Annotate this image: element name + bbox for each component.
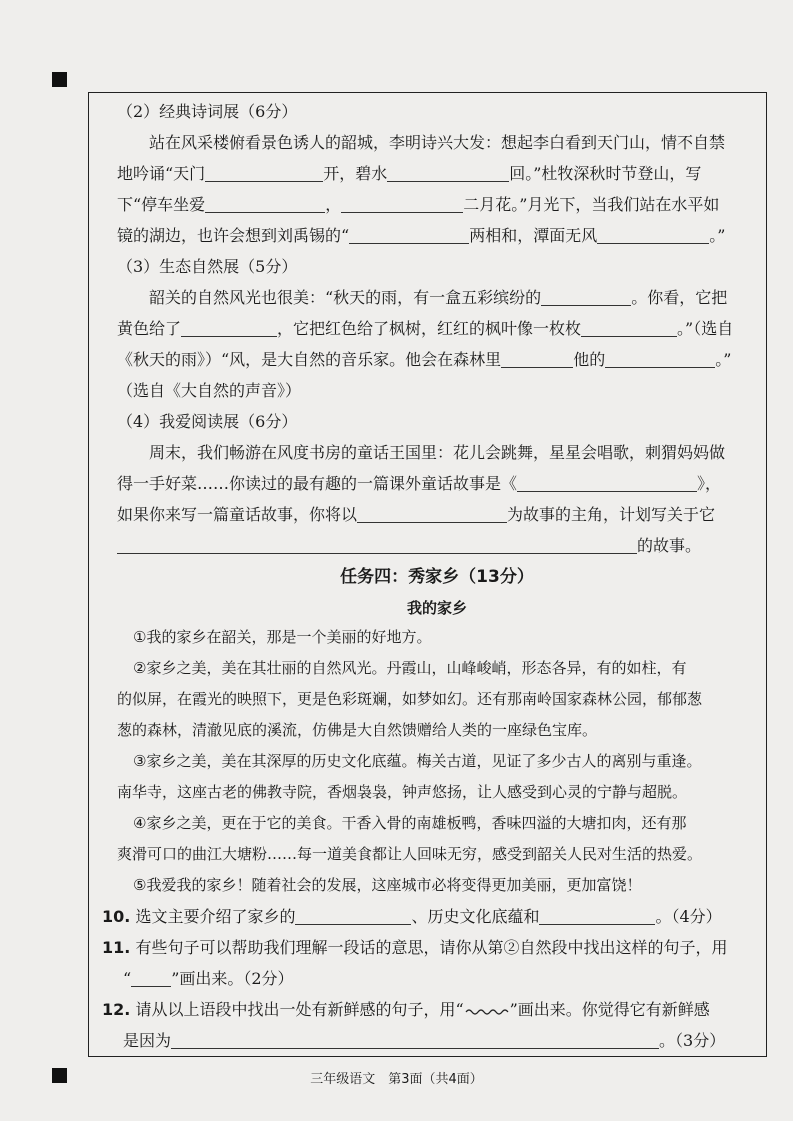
exam-content <box>102 96 757 1056</box>
wavy-line-icon <box>464 1007 510 1017</box>
answer-blank[interactable] <box>181 318 277 337</box>
answer-blank[interactable] <box>171 1030 659 1049</box>
essay-line: 的似屏，在霞光的映照下，更是色彩斑斓，如梦如幻。还有那南岭国家森林公园，郁郁葱 <box>117 690 703 708</box>
text-line: 的故事。 <box>117 530 757 561</box>
essay-line: 葱的森林，清澈见底的溪流，仿佛是大自然馈赠给人类的一座绿色宝库。 <box>117 721 598 739</box>
question-11-cont: “ ”画出来。（2分） <box>123 969 294 988</box>
section-heading-reading: （4）我爱阅读展（6分） <box>117 412 298 431</box>
answer-blank[interactable] <box>357 504 507 523</box>
essay-line: 南华寺，这座古老的佛教寺院，香烟袅袅，钟声悠扬，让人感受到心灵的宁静与超脱。 <box>117 783 688 801</box>
answer-blank[interactable] <box>117 535 637 554</box>
answer-blank[interactable] <box>517 473 697 492</box>
text-line: 韶关的自然风光也很美：“秋天的雨，有一盒五彩缤纷的 。你看，它把 <box>149 288 728 307</box>
essay-title: 我的家乡 <box>406 599 467 617</box>
page-footer: 三年级语文 第3面（共4面） <box>310 1072 483 1087</box>
text-line: 地吟诵“天门 开，碧水 回。”杜牧深秋时节登山，写 <box>117 164 702 183</box>
answer-blank[interactable] <box>581 318 677 337</box>
question-10: 10. 选文主要介绍了家乡的 、历史文化底蕴和 。（4分） <box>102 907 722 926</box>
text-line: 得一手好菜……你读过的最有趣的一篇课外童话故事是《 》， <box>117 474 722 493</box>
text-line: 如果你来写一篇童话故事，你将以 为故事的主角，计划写关于它 <box>117 505 716 524</box>
text-line: 《秋天的雨》）“风，是大自然的音乐家。他会在森林里 他的 。” <box>117 350 732 369</box>
task-title: 任务四：秀家乡（13分） <box>340 567 534 587</box>
essay-body <box>117 622 757 901</box>
essay-line: 爽滑可口的曲江大塘粉……每一道美食都让人回味无穷，感受到韶关人民对生活的热爱。 <box>117 845 703 863</box>
registration-mark-top <box>52 72 67 87</box>
question-11: 11. 有些句子可以帮助我们理解一段话的意思，请你从第②自然段中找出这样的句子，用 <box>102 938 728 957</box>
essay-line: ①我的家乡在韶关，那是一个美丽的好地方。 <box>133 628 432 646</box>
text-line: （选自《大自然的声音》） <box>117 381 302 400</box>
answer-blank[interactable] <box>205 194 325 213</box>
essay-line: ⑤我爱我的家乡！随着社会的发展，这座城市必将变得更加美丽，更加富饶！ <box>133 876 642 894</box>
section-heading-poetry: （2）经典诗词展（6分） <box>117 102 298 121</box>
answer-blank[interactable] <box>349 225 469 244</box>
essay-line: ③家乡之美，美在其深厚的历史文化底蕴。梅关古道，见证了多少古人的离别与重逢。 <box>133 752 702 770</box>
text-line: 周末，我们畅游在风度书房的童话王国里：花儿会跳舞，星星会唱歌，刺猬妈妈做 <box>149 443 726 462</box>
answer-blank[interactable] <box>387 163 509 182</box>
question-12-cont: 是因为 。（3分） <box>123 1031 726 1050</box>
text-line: 下“停车坐爱 ， 二月花。”月光下，当我们站在水平如 <box>117 195 720 214</box>
answer-blank[interactable] <box>539 906 655 925</box>
text-line: 黄色给了 ，它把红色给了枫树，红红的枫叶像一枚枚 。”（选自 <box>117 319 734 338</box>
underline-sample <box>131 968 171 987</box>
question-12: 12. 请从以上语段中找出一处有新鲜感的句子，用“ ”画出来。你觉得它有新鲜感 <box>102 1000 710 1019</box>
answer-blank[interactable] <box>205 163 323 182</box>
text-line: 站在风采楼俯看景色诱人的韶城，李明诗兴大发：想起李白看到天门山，情不自禁 <box>149 133 726 152</box>
section-heading-nature: （3）生态自然展（5分） <box>117 257 298 276</box>
answer-blank[interactable] <box>541 287 631 306</box>
essay-line: ②家乡之美，美在其壮丽的自然风光。丹霞山，山峰峻峭，形态各异，有的如柱，有 <box>133 659 687 677</box>
answer-blank[interactable] <box>295 906 411 925</box>
text-line: 镜的湖边，也许会想到刘禹锡的“ 两相和，潭面无风 。” <box>117 226 726 245</box>
answer-blank[interactable] <box>501 349 573 368</box>
answer-blank[interactable] <box>341 194 463 213</box>
answer-blank[interactable] <box>605 349 715 368</box>
answer-blank[interactable] <box>597 225 709 244</box>
essay-line: ④家乡之美，更在于它的美食。干香入骨的南雄板鸭，香味四溢的大塘扣肉，还有那 <box>133 814 687 832</box>
